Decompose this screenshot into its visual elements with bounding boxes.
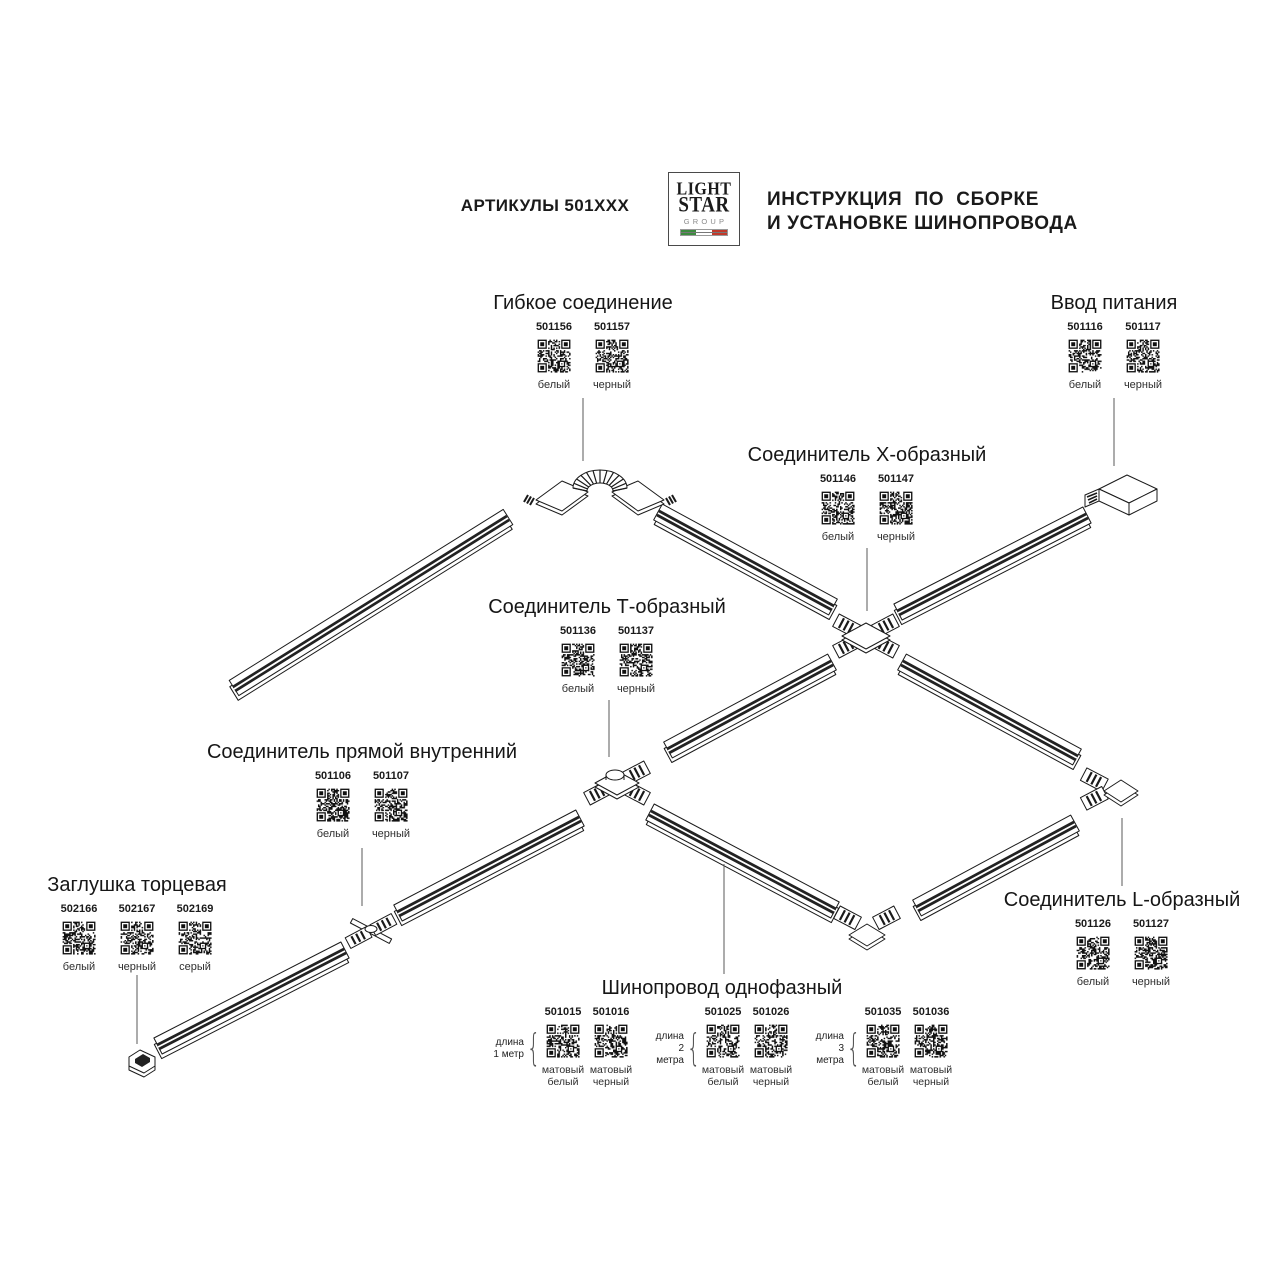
product-variant xyxy=(1069,918,1117,988)
article-number: 501016 xyxy=(592,1006,630,1018)
color-label: белый xyxy=(62,961,96,973)
color-label: черный xyxy=(616,683,656,695)
qr-code xyxy=(877,489,915,527)
product-title: Шинопровод однофазный xyxy=(601,977,843,999)
color-label: белый xyxy=(561,683,595,695)
length-label: длина 1 метр xyxy=(493,1037,524,1060)
qr-code xyxy=(864,1022,902,1060)
track-length-group-3m xyxy=(810,1006,954,1088)
articles-label: АРТИКУЛЫ 501ХХХ xyxy=(460,196,630,215)
product-block-x-connector xyxy=(742,444,992,543)
product-variant xyxy=(113,903,161,973)
article-number: 502169 xyxy=(176,903,214,915)
color-label: матовый черный xyxy=(749,1064,793,1088)
product-variant xyxy=(309,770,357,840)
product-variant xyxy=(554,625,602,695)
article-number: 501036 xyxy=(912,1006,950,1018)
article-number: 501015 xyxy=(544,1006,582,1018)
color-label: матовый белый xyxy=(541,1064,585,1088)
article-number: 502167 xyxy=(118,903,156,915)
article-number: 501136 xyxy=(559,625,597,637)
length-label: длина 2 метра xyxy=(655,1031,684,1066)
qr-code xyxy=(592,1022,630,1060)
qr-code xyxy=(314,786,352,824)
product-variant xyxy=(700,1006,746,1088)
article-number: 501026 xyxy=(752,1006,790,1018)
flag-ribbon-line xyxy=(681,232,727,233)
logo-text-light: LIGHT xyxy=(676,179,732,200)
logo-text-group: GROUP xyxy=(683,217,728,226)
product-title: Гибкое соединение xyxy=(493,292,673,314)
product-block-l-connector xyxy=(997,889,1247,988)
brace-glyph: { xyxy=(686,1026,701,1070)
color-label: матовый белый xyxy=(861,1064,905,1088)
product-variant xyxy=(588,321,636,391)
product-variant xyxy=(612,625,660,695)
article-number: 501107 xyxy=(372,770,410,782)
product-variant xyxy=(908,1006,954,1088)
article-number: 501156 xyxy=(535,321,573,333)
brace-glyph: { xyxy=(526,1026,541,1070)
article-number: 501157 xyxy=(593,321,631,333)
qr-code xyxy=(1066,337,1104,375)
product-block-track-single-phase xyxy=(493,977,953,1088)
power-input-part xyxy=(1085,475,1157,515)
l-connector-part xyxy=(1080,768,1138,810)
color-label: черный xyxy=(876,531,916,543)
article-number: 501025 xyxy=(704,1006,742,1018)
article-number: 501106 xyxy=(314,770,352,782)
qr-code xyxy=(617,641,655,679)
qr-code xyxy=(559,641,597,679)
qr-code xyxy=(752,1022,790,1060)
qr-code xyxy=(819,489,857,527)
product-title: Соединитель L-образный xyxy=(1003,889,1241,911)
track-length-group-2m xyxy=(650,1006,794,1088)
end-cap-part xyxy=(129,1050,155,1077)
article-number: 501117 xyxy=(1125,321,1161,333)
page-title-line2: И УСТАНОВКЕ ШИНОПРОВОДА xyxy=(767,213,1078,234)
color-label: черный xyxy=(592,379,632,391)
product-block-end-cap xyxy=(17,874,257,973)
color-label: белый xyxy=(316,828,350,840)
color-label: черный xyxy=(117,961,157,973)
x-connector-part xyxy=(833,614,900,658)
t-connector-part xyxy=(584,761,651,805)
article-number: 501146 xyxy=(819,473,857,485)
qr-code xyxy=(1124,337,1162,375)
product-variant xyxy=(55,903,103,973)
product-variant xyxy=(1119,321,1167,391)
product-block-straight-inner-connector xyxy=(207,741,517,840)
qr-code xyxy=(118,919,156,957)
qr-code xyxy=(372,786,410,824)
color-label: черный xyxy=(371,828,411,840)
qr-code xyxy=(704,1022,742,1060)
product-title: Соединитель Х-образный xyxy=(747,444,987,466)
product-variant xyxy=(1127,918,1175,988)
track-length-group-1m xyxy=(490,1006,634,1088)
color-label: черный xyxy=(1131,976,1171,988)
length-label: длина 3 метра xyxy=(815,1031,844,1066)
page-title xyxy=(767,188,1078,236)
product-variant xyxy=(860,1006,906,1088)
page-title-line1: ИНСТРУКЦИЯ ПО СБОРКЕ xyxy=(767,189,1039,210)
product-block-power-input xyxy=(1009,292,1219,391)
qr-code xyxy=(544,1022,582,1060)
qr-code xyxy=(912,1022,950,1060)
t-connector-part-bottom xyxy=(834,906,901,950)
color-label: серый xyxy=(179,961,211,973)
product-block-flexible-connector xyxy=(478,292,688,391)
brace-glyph: { xyxy=(846,1026,861,1070)
color-label: черный xyxy=(1123,379,1163,391)
article-number: 501147 xyxy=(877,473,915,485)
article-number: 501137 xyxy=(617,625,655,637)
track-rail xyxy=(898,654,1082,769)
color-label: матовый черный xyxy=(589,1064,633,1088)
lightstar-logo xyxy=(668,172,740,246)
product-variant xyxy=(814,473,862,543)
product-variant xyxy=(748,1006,794,1088)
qr-code xyxy=(176,919,214,957)
product-variant xyxy=(872,473,920,543)
logo-text-star: STAR xyxy=(678,193,730,218)
product-title: Заглушка торцевая xyxy=(47,874,227,896)
track-rail xyxy=(229,509,513,700)
product-variant xyxy=(540,1006,586,1088)
track-rail xyxy=(646,804,839,923)
qr-code xyxy=(535,337,573,375)
color-label: матовый белый xyxy=(701,1064,745,1088)
article-number: 501126 xyxy=(1074,918,1112,930)
qr-code xyxy=(1132,934,1170,972)
product-title: Соединитель Т-образный xyxy=(488,596,726,618)
article-number: 501116 xyxy=(1067,321,1103,333)
product-variant xyxy=(171,903,219,973)
color-label: белый xyxy=(1076,976,1110,988)
flexible-connector-part xyxy=(524,470,676,515)
product-variant xyxy=(588,1006,634,1088)
product-title: Соединитель прямой внутренний xyxy=(206,741,518,763)
qr-code xyxy=(1074,934,1112,972)
straight-connector-part xyxy=(345,914,397,949)
qr-code xyxy=(60,919,98,957)
italian-flag-icon xyxy=(680,229,728,236)
color-label: белый xyxy=(537,379,571,391)
article-number: 502166 xyxy=(60,903,98,915)
product-variant xyxy=(1061,321,1109,391)
product-variant xyxy=(530,321,578,391)
product-block-t-connector xyxy=(482,596,732,695)
color-label: белый xyxy=(821,531,855,543)
qr-code xyxy=(593,337,631,375)
product-title: Ввод питания xyxy=(1050,292,1178,314)
product-variant xyxy=(367,770,415,840)
article-number: 501127 xyxy=(1132,918,1170,930)
article-number: 501035 xyxy=(864,1006,902,1018)
color-label: матовый черный xyxy=(909,1064,953,1088)
color-label: белый xyxy=(1068,379,1102,391)
